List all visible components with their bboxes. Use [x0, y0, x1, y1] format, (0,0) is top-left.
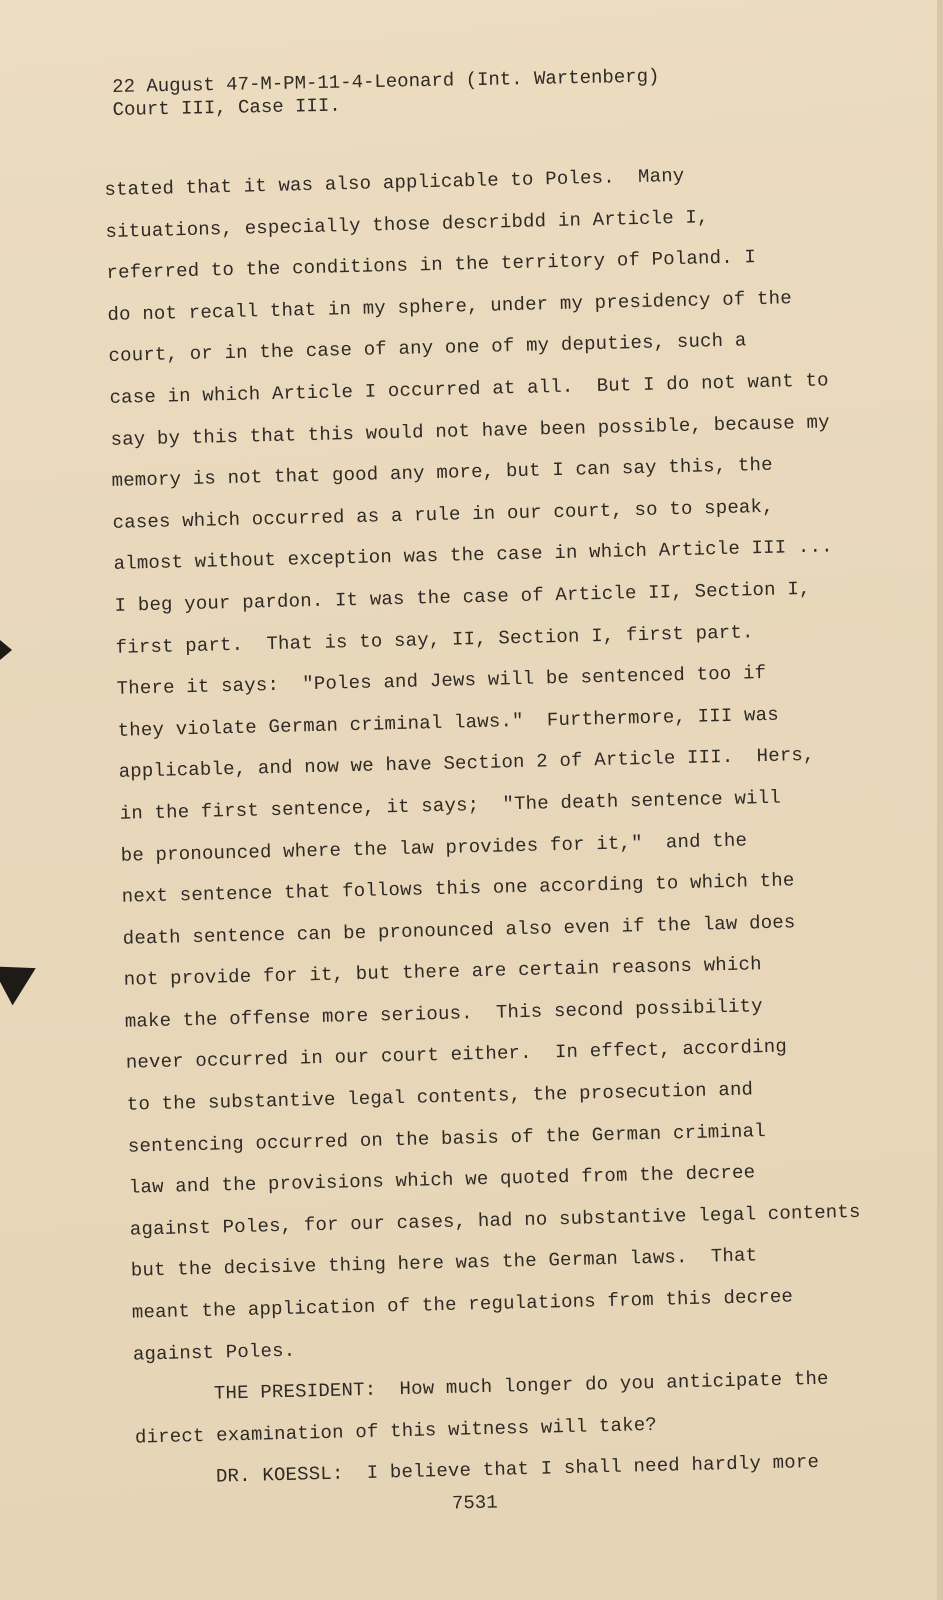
transcript-line: not provide for it, but there are certain reasons which — [123, 953, 762, 992]
transcript-line: almost without exception was the case in which Article III ... — [113, 535, 834, 576]
transcript-line: memory is not that good any more, but I can say this, the — [111, 453, 773, 493]
transcript-line: never occurred in our court either. In effect, according — [125, 1036, 788, 1075]
transcript-line: death sentence can be pronounced also even if the law does — [122, 911, 796, 950]
transcript-line: applicable, and now we have Section 2 of Article III. Hers, — [118, 744, 815, 784]
document-header — [112, 65, 660, 121]
transcript-line: stated that it was also applicable to Poles. Many — [104, 164, 685, 201]
transcript-line: against Poles. — [132, 1339, 296, 1366]
page-number: 7531 — [451, 1491, 498, 1515]
transcript-line: court, or in the case of any one of my deputies, such a — [108, 329, 747, 368]
transcript-line: sentencing occurred on the basis of the German criminal — [127, 1119, 767, 1158]
speaker-line-president: THE PRESIDENT: How much longer do you anticipate the — [213, 1367, 829, 1405]
transcript-line: situations, especially those describdd in Article I, — [105, 205, 709, 243]
transcript-line: say by this that this would not have been possible, because my — [110, 410, 830, 451]
transcript-line: cases which occurred as a rule in our court, so to speak, — [112, 495, 775, 534]
transcript-line: There it says: "Poles and Jews will be sentenced too if — [116, 662, 767, 700]
transcript-line: meant the application of the regulations from this decree — [131, 1285, 794, 1324]
speaker-line-koessl: DR. KOESSL: I believe that I shall need hardly more — [215, 1451, 820, 1489]
transcript-line: law and the provisions which we quoted from the decree — [128, 1161, 756, 1199]
transcript-line: against Poles, for our cases, had no substantive legal contents — [129, 1200, 861, 1241]
binding-mark — [0, 640, 12, 660]
transcript-line: case in which Article I occurred at all. But I do not want to — [109, 369, 829, 409]
transcript-line: first part. That is to say, II, Section I, first part. — [115, 620, 754, 659]
transcript-line: to the substantive legal contents, the prosecution and — [126, 1078, 754, 1116]
transcript-line: but the decisive thing here was the German laws. That — [130, 1244, 758, 1283]
transcript-line: I beg your pardon. It was the case of Article II, Section I, — [114, 577, 811, 617]
transcript-line: make the offense more serious. This second possibility — [124, 995, 764, 1033]
header-court-line: Court III, Case III. — [112, 94, 341, 121]
transcript-line: in the first sentence, it says; "The death sentence will — [119, 786, 782, 825]
transcript-line: do not recall that in my sphere, under my presidency of the — [107, 287, 793, 326]
transcript-line: direct examination of this witness will take? — [134, 1413, 658, 1449]
header-session-line: 22 August 47-M-PM-11-4-Leonard (Int. Wartenberg) — [112, 65, 660, 98]
transcript-line: be pronounced where the law provides for it," and the — [120, 828, 748, 867]
transcript-line: they violate German criminal laws." Furthermore, III was — [117, 703, 780, 742]
transcript-body — [104, 151, 926, 1501]
transcript-line: next sentence that follows this one according to which the — [121, 869, 795, 908]
transcript-line: referred to the conditions in the territory of Poland. I — [106, 246, 757, 285]
binding-mark — [0, 949, 46, 1006]
